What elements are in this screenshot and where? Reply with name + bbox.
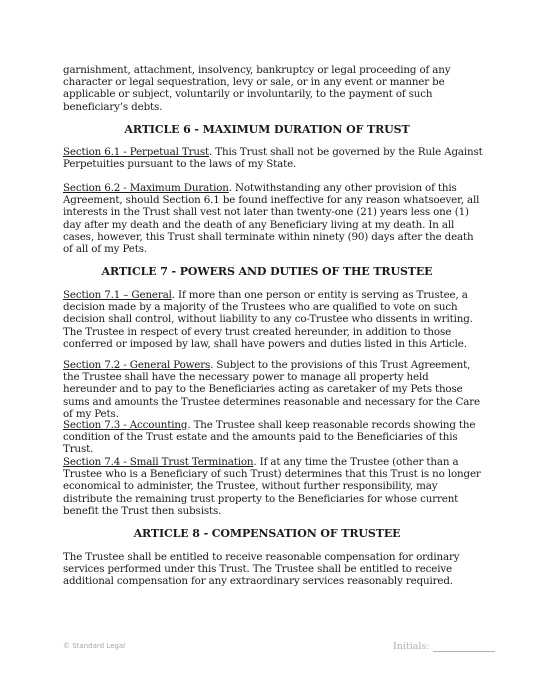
section-7-4-body: . If at any time the Trustee (other than a Trustee who is a Beneficiary of such Trust) determines that this Trust is no longer economical to administer, the Trustee, without further responsibility, may distribute the remaining trust property to the Beneficiaries for whose current benefit the Trust then subsists. — [63, 456, 481, 517]
section-6-1-title: Section 6.1 - Perpetual Trust — [63, 146, 209, 158]
section-7-3-title: Section 7.3 - Accounting — [63, 419, 188, 431]
section-7-2-body: . Subject to the provisions of this Trust Agreement, the Trustee shall have the necessary power to manage all property held hereunder and to pay to the Beneficiaries acting as caretaker of my Pets those sums and amounts the Trustee determines reasonable and necessary for the Care of my Pets. — [63, 359, 480, 420]
section-7-3-body: . The Trustee shall keep reasonable records showing the condition of the Trust estate and the amounts paid to the Beneficiaries of this Trust. — [63, 419, 476, 456]
section-6-2-title: Section 6.2 - Maximum Duration — [63, 182, 229, 194]
article-8-paragraph: The Trustee shall be entitled to receive reasonable compensation for ordinary services performed under this Trust. The Trustee shall be entitled to receive additional compensation for any extraordinary services reasonably required. — [63, 551, 460, 588]
section-7-4-paragraph — [63, 456, 483, 517]
initials-signature-line[interactable] — [433, 642, 495, 652]
article-6-heading: ARTICLE 6 - MAXIMUM DURATION OF TRUST — [124, 123, 410, 136]
article-8-heading: ARTICLE 8 - COMPENSATION OF TRUSTEE — [133, 527, 401, 540]
initials-label: Initials: — [393, 641, 430, 652]
section-6-2-body: . Notwithstanding any other provision of this Agreement, should Section 6.1 be found ineffective for any reason whatsoever, all interests in the Trust shall vest not later than twenty-one (21) years less one (1) day after my death and the death of any Beneficiary living at my death. In all cases, however, this Trust shall terminate within ninety (90) days after the death of all of my Pets. — [63, 182, 480, 256]
copyright-notice: © Standard Legal — [63, 642, 126, 650]
section-6-1-body: . This Trust shall not be governed by the Rule Against Perpetuities pursuant to the laws of my State. — [63, 146, 483, 171]
section-7-2-paragraph — [63, 359, 483, 420]
initials-field[interactable] — [393, 641, 495, 652]
section-7-1-paragraph — [63, 289, 483, 350]
section-6-2-paragraph — [63, 182, 483, 255]
section-7-4-title: Section 7.4 - Small Trust Termination — [63, 456, 254, 468]
section-7-3-paragraph — [63, 419, 483, 456]
continuation-paragraph: garnishment, attachment, insolvency, bankruptcy or legal proceeding of any character or legal sequestration, levy or sale, or in any event or manner be applicable or subject, voluntarily or involuntarily, to the payment of such beneficiary’s debts. — [63, 64, 451, 113]
section-7-1-body: . If more than one person or entity is serving as Trustee, a decision made by a majority of the Trustees who are qualified to vote on such decision shall control, without liability to any co-Trustee who dissents in writing. The Trustee in respect of every trust created hereunder, in addition to those conferred or imposed by law, shall have powers and duties listed in this Article. — [63, 289, 473, 350]
article-7-heading: ARTICLE 7 - POWERS AND DUTIES OF THE TRUSTEE — [101, 265, 433, 278]
section-6-1-paragraph — [63, 146, 483, 170]
section-7-2-title: Section 7.2 - General Powers — [63, 359, 211, 371]
section-7-1-title: Section 7.1 – General — [63, 289, 172, 301]
